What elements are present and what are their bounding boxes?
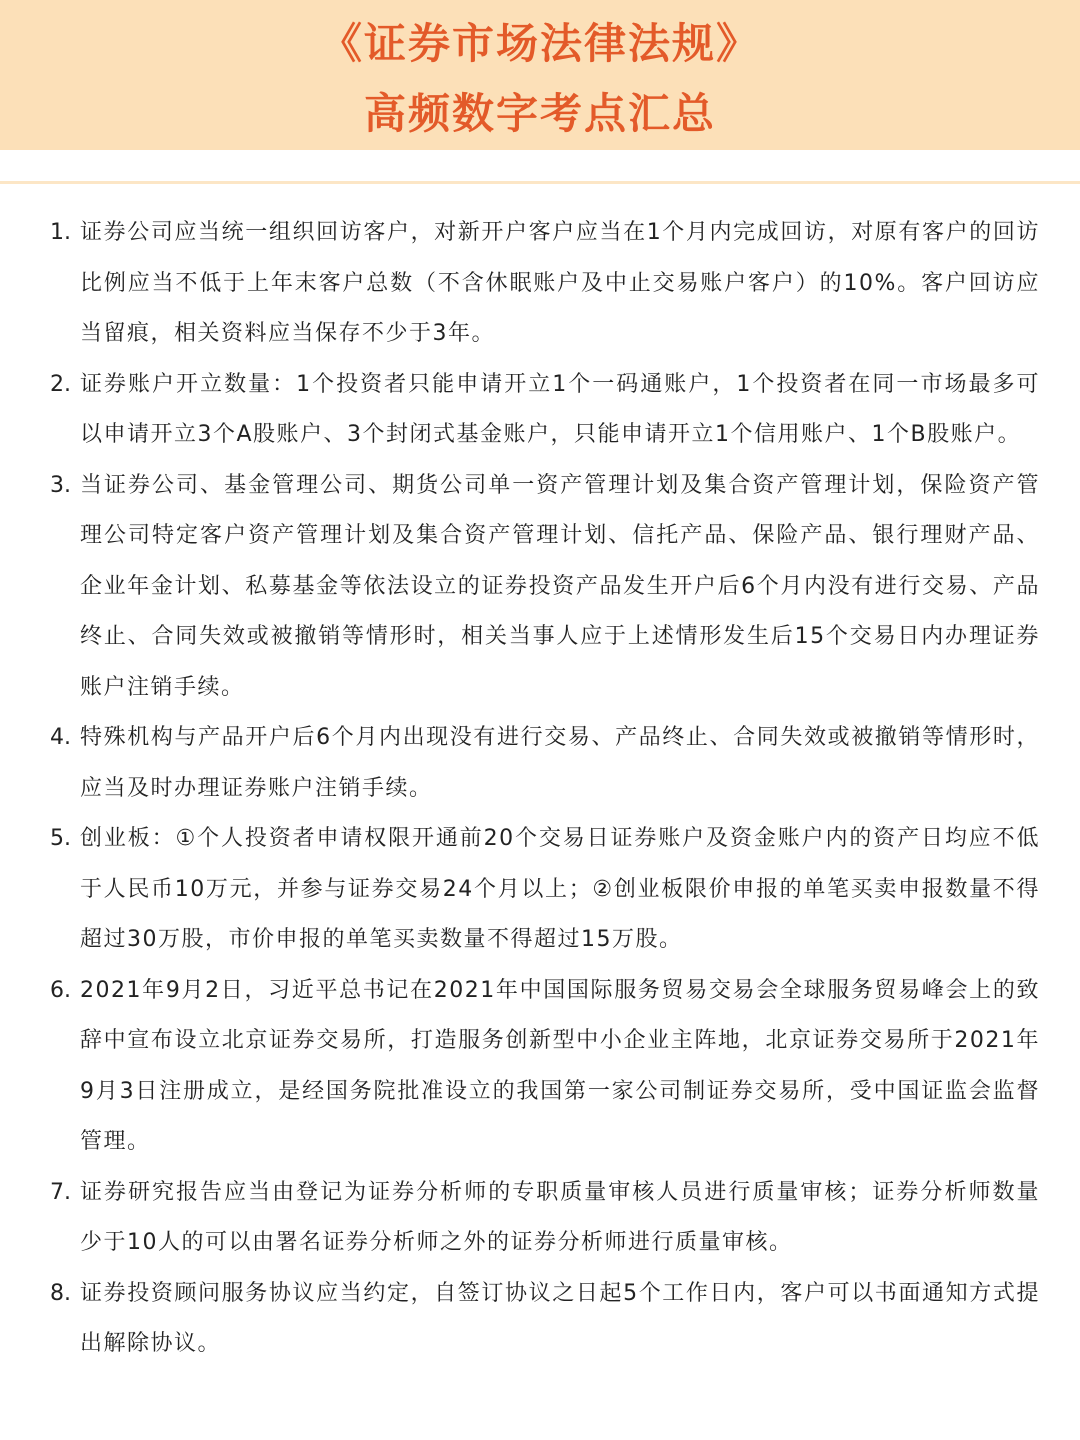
item-text: 当证券公司、基金管理公司、期货公司单一资产管理计划及集合资产管理计划，保险资产管理公司特定客户资产管理计划及集合资产管理计划、信托产品、保险产品、银行理财产品、企业年金计划、私募基金等依法设立的证券投资产品发生开户后6个月内没有进行交易、产品终止、合同失效或被撤销等情形时，相关当事人应于上述情形发生后15个交易日内办理证券账户注销手续。 (80, 472, 1040, 700)
item-number: 5. (50, 826, 71, 851)
list-item (50, 814, 1040, 966)
item-text: 特殊机构与产品开户后6个月内出现没有进行交易、产品终止、合同失效或被撤销等情形时，应当及时办理证券账户注销手续。 (80, 725, 1040, 801)
item-text: 2021年9月2日，习近平总书记在2021年中国国际服务贸易交易会全球服务贸易峰会上的致辞中宣布设立北京证券交易所，打造服务创新型中小企业主阵地，北京证券交易所于2021年9月3日注册成立，是经国务院批准设立的我国第一家公司制证券交易所，受中国证监会监督管理。 (80, 977, 1040, 1154)
item-number: 6. (50, 977, 71, 1003)
item-text: 创业板：①个人投资者申请权限开通前20个交易日证券账户及资金账户内的资产日均应不低于人民币10万元，并参与证券交易24个月以上；②创业板限价申报的单笔买卖申报数量不得超过30万股，市价申报的单笔买卖数量不得超过15万股。 (80, 826, 1040, 952)
list-item (50, 1269, 1040, 1370)
points-list (50, 208, 1040, 1370)
header-divider (0, 181, 1080, 184)
list-item (50, 461, 1040, 714)
list-item (50, 713, 1040, 814)
item-number: 3. (50, 472, 71, 498)
list-item (50, 966, 1040, 1168)
item-number: 2. (50, 371, 71, 397)
list-item (50, 360, 1040, 461)
list-item (50, 208, 1040, 360)
title-line-2: 高频数字考点汇总 (363, 89, 716, 138)
title-banner (0, 0, 1080, 150)
item-number: 7. (50, 1179, 71, 1205)
item-number: 4. (50, 725, 71, 750)
title-line-1: 《证券市场法律法规》 (319, 19, 760, 68)
item-text: 证券投资顾问服务协议应当约定，自签订协议之日起5个工作日内，客户可以书面通知方式提出解除协议。 (80, 1280, 1040, 1356)
item-text: 证券公司应当统一组织回访客户，对新开户客户应当在1个月内完成回访，对原有客户的回访比例应当不低于上年末客户总数（不含休眠账户及中止交易账户客户）的10%。客户回访应当留痕，相关资料应当保存不少于3年。 (80, 220, 1040, 346)
list-item (50, 1168, 1040, 1269)
item-number: 1. (50, 220, 71, 245)
item-text: 证券研究报告应当由登记为证券分析师的专职质量审核人员进行质量审核；证券分析师数量少于10人的可以由署名证券分析师之外的证券分析师进行质量审核。 (80, 1179, 1040, 1255)
item-number: 8. (50, 1280, 71, 1306)
points-list-container (50, 208, 1040, 1370)
item-text: 证券账户开立数量：1个投资者只能申请开立1个一码通账户，1个投资者在同一市场最多可以申请开立3个A股账户、3个封闭式基金账户，只能申请开立1个信用账户、1个B股账户。 (80, 371, 1040, 447)
